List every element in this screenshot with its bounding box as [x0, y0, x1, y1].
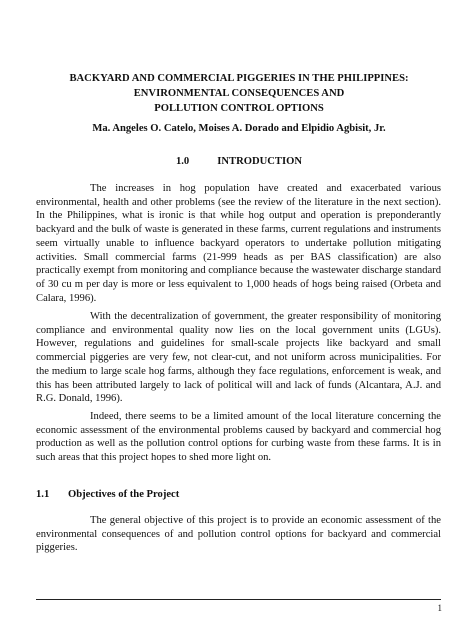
title-line-3: POLLUTION CONTROL OPTIONS: [154, 103, 324, 114]
subsection-heading-objectives: [36, 487, 441, 502]
subsection-title: Objectives of the Project: [68, 489, 180, 500]
intro-paragraph-2: With the decentralization of government, the greater responsibility of monitoring compliance and environmental quality now lies on the local government units (LGUs). However, regulations and guidelines for small-scale projects like backyard and small commercial piggeries are very few, not clear-cut, and not uniform across municipalities. For the medium to large scale hog farms, although they face regulations, enforcement is weak, and this has been attributed largely to lack of political will and lack of funds (Alcantara, A.J. and R.G. Donald, 1996).: [36, 311, 441, 405]
intro-paragraph-1: The increases in hog population have created and exacerbated various environmental, health and other problems (see the review of the literature in the next section). In the Philippines, what is ironic is that while hog output and operation is preponderantly backyard and the bulk of waste is generated in these farms, current regulations and instruments seem virtually unable to influence backyard operators to undertake pollution mitigating activities. Small commercial farms (21-999 heads as per BAS classification) are also practically exempt from monitoring and compliance because the wastewater discharge standard of 30 cu m per day is more or less equivalent to 1,000 heads of hogs being raised (Orbeta and Calara, 1996).: [36, 183, 441, 304]
subsection-number: 1.1: [36, 489, 50, 500]
title-line-1: BACKYARD AND COMMERCIAL PIGGERIES IN THE PHILIPPINES:: [69, 73, 409, 84]
author-list: Ma. Angeles O. Catelo, Moises A. Dorado and Elpidio Agbisit, Jr.: [92, 123, 386, 134]
intro-paragraph-3: Indeed, there seems to be a limited amount of the local literature concerning the economic assessment of the environmental problems caused by backyard and commercial hog production as well as the pollution control options for curbing waste from these farms. It is in such areas that this project hopes to shed more light on.: [36, 411, 441, 464]
section-heading-introduction: [40, 154, 438, 169]
section-title: INTRODUCTION: [217, 156, 302, 167]
title-line-2: ENVIRONMENTAL CONSEQUENCES AND: [133, 88, 345, 99]
paper-title: [40, 71, 438, 116]
section-number: 1.0: [175, 156, 190, 167]
objectives-paragraph: The general objective of this project is to provide an economic assessment of the environmental consequences of and pollution control options for backyard and commercial piggeries.: [36, 515, 441, 554]
page-number: 1: [437, 603, 442, 613]
footer-divider: [36, 599, 441, 600]
